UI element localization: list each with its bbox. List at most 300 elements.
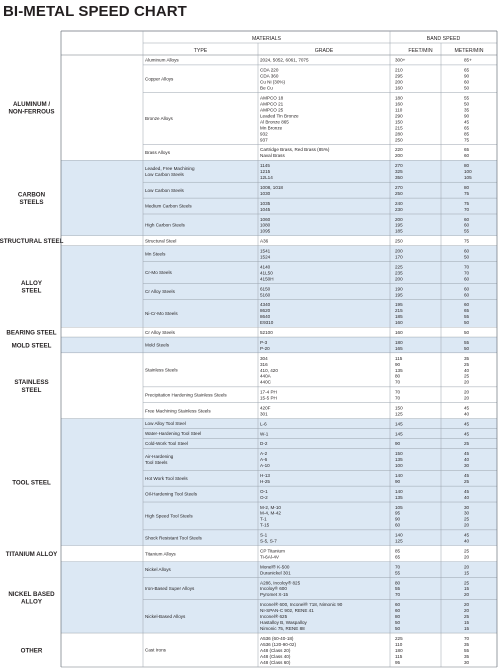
category-label: MOLD STEEL xyxy=(11,342,52,350)
grade-cell: 1524 xyxy=(260,254,271,260)
feet-per-min-cell: 50 xyxy=(395,620,401,626)
grade-cell: 1035 xyxy=(260,200,271,206)
grade-cell: O-1 xyxy=(260,488,268,494)
section-band xyxy=(61,337,497,353)
grade-cell: H-25 xyxy=(260,478,270,484)
type-cell: Mn Steels xyxy=(145,251,166,257)
meter-per-min-cell: 80 xyxy=(464,184,470,190)
grade-cell: 15-5 PH xyxy=(260,395,277,401)
meter-per-min-cell: 65 xyxy=(464,308,470,314)
type-cell: Brass Alloys xyxy=(145,150,171,156)
meter-per-min-cell: 75 xyxy=(464,137,470,143)
meter-per-min-cell: 60 xyxy=(464,248,470,254)
meter-per-min-cell: 30 xyxy=(464,504,470,510)
feet-per-min-cell: 70 xyxy=(395,395,401,401)
page-title: BI-METAL SPEED CHART xyxy=(3,3,187,20)
type-cell: Copper Alloys xyxy=(145,76,174,82)
feet-per-min-cell: 150 xyxy=(395,451,403,457)
feet-per-min-cell: 200 xyxy=(395,216,403,222)
section-band xyxy=(61,419,497,546)
feet-per-min-cell: 90 xyxy=(395,516,401,522)
feet-per-min-cell: 225 xyxy=(395,635,403,641)
header-meter-per-min: METER/MIN xyxy=(454,48,484,54)
feet-per-min-cell: 95 xyxy=(395,510,401,516)
meter-per-min-cell: 60 xyxy=(464,276,470,282)
type-cell: Leaded, Free Machining xyxy=(145,165,195,171)
grade-cell: P-20 xyxy=(260,345,270,351)
meter-per-min-cell: 20 xyxy=(464,389,470,395)
grade-cell: AMPCO 25 xyxy=(260,107,284,113)
type-cell: Cast Irons xyxy=(145,647,166,653)
meter-per-min-cell: 25 xyxy=(464,361,470,367)
meter-per-min-cell: 90 xyxy=(464,113,470,119)
meter-per-min-cell: 45 xyxy=(464,488,470,494)
grade-cell: S-5, S-7 xyxy=(260,538,277,544)
type-cell: Precipitation Hardening Stainless Steels xyxy=(145,392,227,398)
feet-per-min-cell: 325 xyxy=(395,169,403,175)
feet-per-min-cell: 80 xyxy=(395,373,401,379)
grade-cell: T-1 xyxy=(260,516,267,522)
feet-per-min-cell: 100 xyxy=(395,463,403,469)
grade-cell: 1095 xyxy=(260,228,271,234)
grade-cell: A536 (60-40-18) xyxy=(260,635,294,641)
feet-per-min-cell: 90 xyxy=(395,478,401,484)
meter-per-min-cell: 40 xyxy=(464,494,470,500)
meter-per-min-cell: 55 xyxy=(464,314,470,320)
grade-cell: Ti-6Al-4V xyxy=(260,554,279,560)
feet-per-min-cell: 140 xyxy=(395,532,403,538)
grade-cell: CDA 220 xyxy=(260,67,279,73)
meter-per-min-cell: 45 xyxy=(464,119,470,125)
meter-per-min-cell: 75 xyxy=(464,190,470,196)
type-cell: Tool Steels xyxy=(145,459,168,465)
feet-per-min-cell: 160 xyxy=(395,85,403,91)
feet-per-min-cell: 170 xyxy=(395,254,403,260)
feet-per-min-cell: 215 xyxy=(395,308,403,314)
grade-cell: A-2 xyxy=(260,451,268,457)
category-label: ALLOY xyxy=(21,279,42,287)
grade-cell: Nimonic 75, RENE 88 xyxy=(260,626,305,632)
grade-cell: 1045 xyxy=(260,206,271,212)
meter-per-min-cell: 55 xyxy=(464,647,470,653)
grade-cell: 410, 420 xyxy=(260,367,278,373)
meter-per-min-cell: 50 xyxy=(464,254,470,260)
category-label: TITANIUM ALLOY xyxy=(5,550,58,558)
type-cell: High Speed Tool Steels xyxy=(145,513,193,519)
meter-per-min-cell: 20 xyxy=(464,395,470,401)
feet-per-min-cell: 60 xyxy=(395,608,401,614)
feet-per-min-cell: 55 xyxy=(395,586,401,592)
feet-per-min-cell: 270 xyxy=(395,184,403,190)
category-label: ALLOY xyxy=(21,598,42,606)
feet-per-min-cell: 80 xyxy=(395,614,401,620)
feet-per-min-cell: 105 xyxy=(395,504,403,510)
feet-per-min-cell: 195 xyxy=(395,302,403,308)
grade-cell: 17-4 PH xyxy=(260,389,277,395)
meter-per-min-cell: 50 xyxy=(464,85,470,91)
type-cell: Bronze Alloys xyxy=(145,116,173,122)
meter-per-min-cell: 35 xyxy=(464,641,470,647)
meter-per-min-cell: 75 xyxy=(464,238,470,244)
meter-per-min-cell: 55 xyxy=(464,95,470,101)
grade-cell: Naval Brass xyxy=(260,153,285,159)
grade-cell: 1060 xyxy=(260,216,271,222)
feet-per-min-cell: 135 xyxy=(395,367,403,373)
section-band xyxy=(61,246,497,327)
feet-per-min-cell: 145 xyxy=(395,431,403,437)
type-cell: Oil-Hardening Tool Steels xyxy=(145,491,198,497)
feet-per-min-cell: 295 xyxy=(395,73,403,79)
feet-per-min-cell: 220 xyxy=(395,147,403,153)
category-label: STEELS xyxy=(19,199,44,207)
feet-per-min-cell: 90 xyxy=(395,361,401,367)
grade-cell: S-1 xyxy=(260,532,268,538)
feet-per-min-cell: 225 xyxy=(395,264,403,270)
grade-cell: T-15 xyxy=(260,522,270,528)
meter-per-min-cell: 20 xyxy=(464,608,470,614)
meter-per-min-cell: 65 xyxy=(464,147,470,153)
feet-per-min-cell: 185 xyxy=(395,228,403,234)
feet-per-min-cell: 80 xyxy=(395,580,401,586)
meter-per-min-cell: 100 xyxy=(464,169,472,175)
grade-cell: Monel® K-500 xyxy=(260,564,290,570)
meter-per-min-cell: 80 xyxy=(464,163,470,169)
category-label: OTHER xyxy=(20,647,43,655)
grade-cell: P-3 xyxy=(260,339,268,345)
feet-per-min-cell: 60 xyxy=(395,522,401,528)
grade-cell: 1030 xyxy=(260,190,271,196)
feet-per-min-cell: 125 xyxy=(395,411,403,417)
grade-cell: NI-SPAN-C 902, RENE 41 xyxy=(260,608,314,614)
type-cell: Cr-Mo Steels xyxy=(145,270,172,276)
section-band xyxy=(61,236,497,246)
type-cell: Free Machining Stainless Steels xyxy=(145,408,211,414)
grade-cell: 1541 xyxy=(260,248,271,254)
feet-per-min-cell: 180 xyxy=(395,95,403,101)
meter-per-min-cell: 70 xyxy=(464,270,470,276)
category-label: ALUMINUM / xyxy=(12,101,51,109)
feet-per-min-cell: 70 xyxy=(395,592,401,598)
meter-per-min-cell: 70 xyxy=(464,206,470,212)
type-cell: Shock Resistant Tool Steels xyxy=(145,535,202,541)
category-label: STEEL xyxy=(21,386,42,394)
grade-cell: A48 (Class 60) xyxy=(260,659,291,665)
meter-per-min-cell: 70 xyxy=(464,635,470,641)
meter-per-min-cell: 15 xyxy=(464,570,470,576)
grade-cell: Hastalloy B, Waspalloy xyxy=(260,620,307,626)
meter-per-min-cell: 50 xyxy=(464,101,470,107)
meter-per-min-cell: 20 xyxy=(464,602,470,608)
feet-per-min-cell: 200 xyxy=(395,248,403,254)
type-cell: Hot Work Tool Steels xyxy=(145,475,188,481)
feet-per-min-cell: 85 xyxy=(395,548,401,554)
category-label: STEEL xyxy=(21,287,42,295)
meter-per-min-cell: 20 xyxy=(464,554,470,560)
header-band-speed: BAND SPEED xyxy=(426,36,461,42)
meter-per-min-cell: 45 xyxy=(464,405,470,411)
meter-per-min-cell: 35 xyxy=(464,653,470,659)
type-cell: Aluminum Alloys xyxy=(145,57,179,63)
feet-per-min-cell: 270 xyxy=(395,163,403,169)
grade-cell: Leaded Tin Bronze xyxy=(260,113,299,119)
meter-per-min-cell: 105 xyxy=(464,175,472,181)
feet-per-min-cell: 230 xyxy=(395,206,403,212)
meter-per-min-cell: 40 xyxy=(464,367,470,373)
meter-per-min-cell: 30 xyxy=(464,463,470,469)
feet-per-min-cell: 70 xyxy=(395,564,401,570)
meter-per-min-cell: 50 xyxy=(464,330,470,336)
meter-per-min-cell: 40 xyxy=(464,411,470,417)
meter-per-min-cell: 45 xyxy=(464,472,470,478)
grade-cell: Inconel® 625 xyxy=(260,614,288,620)
meter-per-min-cell: 20 xyxy=(464,379,470,385)
grade-cell: CDA 360 xyxy=(260,73,279,79)
feet-per-min-cell: 110 xyxy=(395,107,403,113)
meter-per-min-cell: 25 xyxy=(464,516,470,522)
header-materials: MATERIALS xyxy=(251,36,282,42)
feet-per-min-cell: 190 xyxy=(395,286,403,292)
feet-per-min-cell: 95 xyxy=(395,659,401,665)
header-feet-per-min: FEET/MIN xyxy=(408,48,433,54)
feet-per-min-cell: 290 xyxy=(395,113,403,119)
grade-cell: 8640 xyxy=(260,314,271,320)
grade-cell: AMPCO 18 xyxy=(260,95,284,101)
meter-per-min-cell: 25 xyxy=(464,373,470,379)
feet-per-min-cell: 250 xyxy=(395,190,403,196)
meter-per-min-cell: 25 xyxy=(464,614,470,620)
feet-per-min-cell: 70 xyxy=(395,389,401,395)
grade-cell: 6150 xyxy=(260,286,271,292)
feet-per-min-cell: 215 xyxy=(395,125,403,131)
meter-per-min-cell: 20 xyxy=(464,592,470,598)
feet-per-min-cell: 70 xyxy=(395,379,401,385)
grade-cell: A-10 xyxy=(260,463,270,469)
feet-per-min-cell: 160 xyxy=(395,320,403,326)
feet-per-min-cell: 195 xyxy=(395,292,403,298)
meter-per-min-cell: 65 xyxy=(464,67,470,73)
type-cell: Titanium Alloys xyxy=(145,551,176,557)
grade-cell: AMPCO 21 xyxy=(260,101,284,107)
grade-cell: Mn Bronze xyxy=(260,125,283,131)
meter-per-min-cell: 20 xyxy=(464,522,470,528)
meter-per-min-cell: 25 xyxy=(464,580,470,586)
meter-per-min-cell: 60 xyxy=(464,292,470,298)
feet-per-min-cell: 135 xyxy=(395,457,403,463)
grade-cell: Duranickel 301 xyxy=(260,570,291,576)
type-cell: Mold Steels xyxy=(145,342,170,348)
grade-cell: L-6 xyxy=(260,421,267,427)
category-label: NON-FERROUS xyxy=(8,108,55,116)
meter-per-min-cell: 45 xyxy=(464,451,470,457)
feet-per-min-cell: 200 xyxy=(395,276,403,282)
meter-per-min-cell: 55 xyxy=(464,228,470,234)
feet-per-min-cell: 140 xyxy=(395,472,403,478)
grade-cell: H-13 xyxy=(260,472,270,478)
grade-cell: Cu Ni (30%) xyxy=(260,79,286,85)
grade-cell: A-6 xyxy=(260,457,268,463)
grade-cell: 937 xyxy=(260,137,268,143)
grade-cell: E9310 xyxy=(260,320,274,326)
grade-cell: 1145 xyxy=(260,163,270,169)
feet-per-min-cell: 110 xyxy=(395,641,403,647)
feet-per-min-cell: 180 xyxy=(395,339,403,345)
type-cell: Nickel-Based Alloys xyxy=(145,613,186,619)
grade-cell: 1080 xyxy=(260,222,271,228)
section-band xyxy=(61,327,497,337)
grade-cell: 304 xyxy=(260,355,268,361)
grade-cell: 5160 xyxy=(260,292,271,298)
feet-per-min-cell: 60 xyxy=(395,602,401,608)
category-label: NICKEL BASED xyxy=(8,590,55,598)
grade-cell: 440C xyxy=(260,379,271,385)
type-cell: Stainless Steels xyxy=(145,367,178,373)
feet-per-min-cell: 210 xyxy=(395,67,403,73)
grade-cell: A48 (Class 20) xyxy=(260,647,291,653)
feet-per-min-cell: 165 xyxy=(395,345,403,351)
meter-per-min-cell: 25 xyxy=(464,478,470,484)
meter-per-min-cell: 40 xyxy=(464,538,470,544)
meter-per-min-cell: 75 xyxy=(464,200,470,206)
type-cell: Ni-Cr-Mo Steels xyxy=(145,310,178,316)
meter-per-min-cell: 60 xyxy=(464,216,470,222)
feet-per-min-cell: 240 xyxy=(395,200,403,206)
grade-cell: Inconel® 600, Inconel® 718, Nimonic 90 xyxy=(260,602,343,608)
grade-cell: 41L50 xyxy=(260,270,273,276)
feet-per-min-cell: 250 xyxy=(395,238,403,244)
grade-cell: 420F xyxy=(260,405,271,411)
category-label: CARBON xyxy=(17,191,46,199)
grade-cell: 1215 xyxy=(260,169,271,175)
meter-per-min-cell: 50 xyxy=(464,320,470,326)
grade-cell: 301 xyxy=(260,411,268,417)
grade-cell: Pyromet X-15 xyxy=(260,592,289,598)
meter-per-min-cell: 25 xyxy=(464,548,470,554)
meter-per-min-cell: 60 xyxy=(464,153,470,159)
meter-per-min-cell: 30 xyxy=(464,659,470,665)
grade-cell: 52100 xyxy=(260,330,273,336)
header-grade: GRADE xyxy=(314,48,334,54)
grade-cell: Incoloy® 600 xyxy=(260,586,287,592)
header-type: TYPE xyxy=(193,48,208,54)
type-cell: Air-Hardening xyxy=(145,453,174,459)
meter-per-min-cell: 15 xyxy=(464,586,470,592)
grade-cell: A536 (120-90-02) xyxy=(260,641,297,647)
grade-cell: 4150H xyxy=(260,276,274,282)
type-cell: Cold-Work Tool Steel xyxy=(145,441,188,447)
feet-per-min-cell: 200 xyxy=(395,153,403,159)
meter-per-min-cell: 55 xyxy=(464,339,470,345)
grade-cell: CP Titanium xyxy=(260,548,285,554)
grade-cell: M-4, M-42 xyxy=(260,510,281,516)
feet-per-min-cell: 160 xyxy=(395,330,403,336)
grade-cell: W-1 xyxy=(260,431,269,437)
grade-cell: Al Bronze 865 xyxy=(260,119,289,125)
grade-cell: 1008, 1018 xyxy=(260,184,283,190)
feet-per-min-cell: 150 xyxy=(395,405,403,411)
type-cell: Low Alloy Tool Steel xyxy=(145,421,186,427)
grade-cell: 932 xyxy=(260,131,268,137)
grade-cell: 2024, 5052, 6061, 7075 xyxy=(260,57,309,63)
type-cell: High Carbon Steels xyxy=(145,222,185,228)
type-cell: Water-Hardening Tool Steel xyxy=(145,431,202,437)
grade-cell: M-2, M-10 xyxy=(260,504,281,510)
feet-per-min-cell: 115 xyxy=(395,355,403,361)
feet-per-min-cell: 350 xyxy=(395,175,403,181)
meter-per-min-cell: 25 xyxy=(464,441,470,447)
meter-per-min-cell: 15 xyxy=(464,626,470,632)
meter-per-min-cell: 85 xyxy=(464,131,470,137)
meter-per-min-cell: 60 xyxy=(464,79,470,85)
type-cell: Low Carbon Steels xyxy=(145,171,184,177)
category-label: STRUCTURAL STEEL xyxy=(0,238,64,246)
grade-cell: A286, Incoloy® 825 xyxy=(260,580,301,586)
meter-per-min-cell: 45 xyxy=(464,421,470,427)
meter-per-min-cell: 35 xyxy=(464,107,470,113)
meter-per-min-cell: 60 xyxy=(464,286,470,292)
feet-per-min-cell: 150 xyxy=(395,119,403,125)
type-cell: Medium Carbon Steels xyxy=(145,203,192,209)
meter-per-min-cell: 45 xyxy=(464,431,470,437)
feet-per-min-cell: 250 xyxy=(395,137,403,143)
grade-cell: A48 (Class 40) xyxy=(260,653,291,659)
grade-cell: 440A xyxy=(260,373,271,379)
feet-per-min-cell: 195 xyxy=(395,222,403,228)
type-cell: Cr Alloy Steels xyxy=(145,329,175,335)
feet-per-min-cell: 115 xyxy=(395,653,403,659)
feet-per-min-cell: 140 xyxy=(395,488,403,494)
category-label: STAINLESS xyxy=(14,379,49,387)
feet-per-min-cell: 185 xyxy=(395,314,403,320)
meter-per-min-cell: 50 xyxy=(464,345,470,351)
grade-cell: 4340 xyxy=(260,302,271,308)
type-cell: Low Carbon Steels xyxy=(145,187,184,193)
grade-cell: 12L14 xyxy=(260,175,273,181)
feet-per-min-cell: 180 xyxy=(395,647,403,653)
feet-per-min-cell: 50 xyxy=(395,626,401,632)
grade-cell: Be Cu xyxy=(260,85,273,91)
type-cell: Cr Alloy Steels xyxy=(145,289,175,295)
feet-per-min-cell: 235 xyxy=(395,270,403,276)
meter-per-min-cell: 20 xyxy=(464,564,470,570)
feet-per-min-cell: 280 xyxy=(395,131,403,137)
grade-cell: 4140 xyxy=(260,264,271,270)
feet-per-min-cell: 125 xyxy=(395,538,403,544)
category-label: TOOL STEEL xyxy=(12,479,51,487)
grade-cell: A36 xyxy=(260,238,269,244)
feet-per-min-cell: 55 xyxy=(395,570,401,576)
feet-per-min-cell: 160 xyxy=(395,101,403,107)
meter-per-min-cell: 35 xyxy=(464,355,470,361)
category-label: BEARING STEEL xyxy=(6,329,57,337)
meter-per-min-cell: 90 xyxy=(464,73,470,79)
grade-cell: 316 xyxy=(260,361,268,367)
grade-cell: 8620 xyxy=(260,308,271,314)
feet-per-min-cell: 300+ xyxy=(395,57,406,63)
grade-cell: O-2 xyxy=(260,494,268,500)
type-cell: Structural Steel xyxy=(145,238,177,244)
feet-per-min-cell: 65 xyxy=(395,554,401,560)
meter-per-min-cell: 65 xyxy=(464,125,470,131)
feet-per-min-cell: 200 xyxy=(395,79,403,85)
meter-per-min-cell: 30 xyxy=(464,510,470,516)
type-cell: Nickel Alloys xyxy=(145,567,171,573)
meter-per-min-cell: 60 xyxy=(464,302,470,308)
meter-per-min-cell: 70 xyxy=(464,264,470,270)
meter-per-min-cell: 45 xyxy=(464,532,470,538)
feet-per-min-cell: 145 xyxy=(395,421,403,427)
type-cell: Iron-Based Super Alloys xyxy=(145,586,195,592)
grade-cell: D-2 xyxy=(260,441,268,447)
